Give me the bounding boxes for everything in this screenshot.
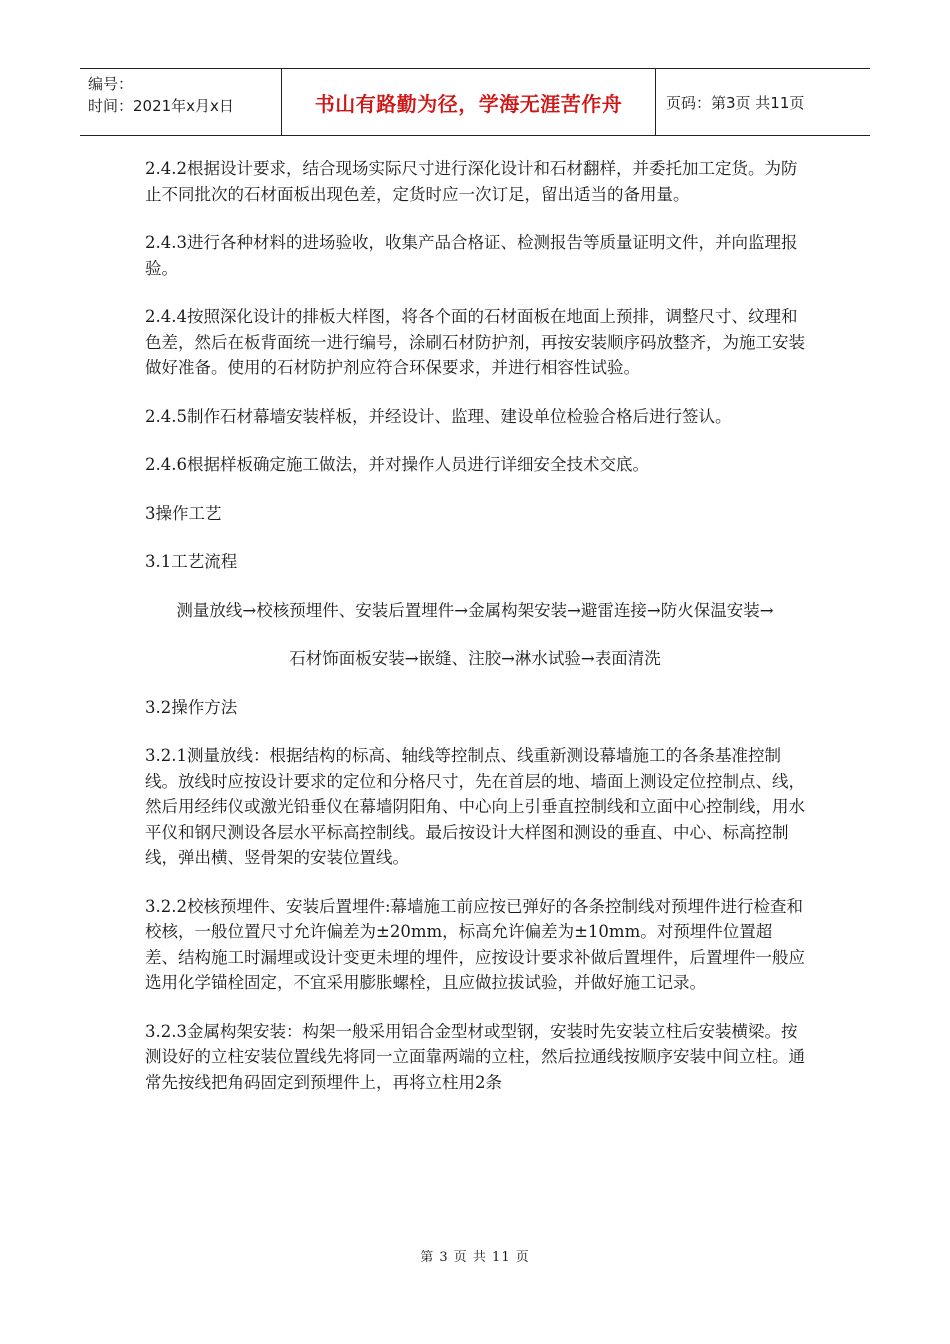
paragraph-2-4-3: 2.4.3进行各种材料的进场验收，收集产品合格证、检测报告等质量证明文件，并向监理报验。: [145, 233, 798, 278]
document-body: [145, 156, 805, 1118]
process-flow-line-2: 石材饰面板安装→嵌缝、注胶→淋水试验→表面清洗: [289, 649, 661, 668]
header-motto: 书山有路勤为径，学海无涯苦作舟: [282, 69, 656, 135]
paragraph-3-2-1: 3.2.1测量放线：根据结构的标高、轴线等控制点、线重新测设幕墙施工的各条基准控制线。放线时应按设计要求的定位和分格尺寸，先在首层的地、墙面上测设定位控制点、线，然后用经纬仪或激光铅垂仪在幕墙阴阳角、中心向上引垂直控制线和立面中心控制线，用水平仪和钢尺测设各层水平标高控制线。最后按设计大样图和测设的垂直、中心、标高控制线，弹出横、竖骨架的安装位置线。: [145, 746, 805, 867]
document-number-label: 编号：: [88, 75, 134, 93]
document-time-label: 时间：2021年x月x日: [88, 97, 234, 115]
section-heading-3-2: 3.2操作方法: [145, 697, 238, 717]
paragraph-2-4-4: 2.4.4按照深化设计的排板大样图，将各个面的石材面板在地面上预排，调整尺寸、纹理和色差，然后在板背面统一进行编号，涂刷石材防护剂，再按安装顺序码放整齐，为施工安装做好准备。使用的石材防护剂应符合环保要求，并进行相容性试验。: [145, 307, 805, 377]
section-heading-3-1: 3.1工艺流程: [145, 552, 238, 571]
paragraph-2-4-2: 2.4.2根据设计要求，结合现场实际尺寸进行深化设计和石材翻样，并委托加工定货。为防止不同批次的石材面板出现色差，定货时应一次订足，留出适当的备用量。: [145, 159, 798, 204]
paragraph-2-4-5: 2.4.5制作石材幕墙安装样板，并经设计、监理、建设单位检验合格后进行签认。: [145, 406, 732, 426]
section-heading-3: 3操作工艺: [145, 503, 222, 523]
header-meta-cell: [80, 69, 282, 135]
page-footer: 第 3 页 共 11 页: [420, 1250, 530, 1265]
paragraph-2-4-6: 2.4.6根据样板确定施工做法，并对操作人员进行详细安全技术交底。: [145, 455, 649, 474]
paragraph-3-2-2: 3.2.2校核预埋件、安装后置埋件:幕墙施工前应按已弹好的各条控制线对预埋件进行检查和校核，一般位置尺寸允许偏差为±20mm，标高允许偏差为±10mm。对预埋件位置超差、结构施工时漏埋或设计变更未埋的埋件，应按设计要求补做后置埋件，后置埋件一般应选用化学锚栓固定，不宜采用膨胀螺栓，且应做拉拔试验，并做好施工记录。: [145, 896, 805, 992]
page-header: [80, 68, 870, 136]
process-flow-line-1: 测量放线→校核预埋件、安装后置埋件→金属构架安装→避雷连接→防火保温安装→: [176, 600, 774, 620]
header-page-info: 页码：第3页 共11页: [666, 93, 805, 112]
paragraph-3-2-3: 3.2.3金属构架安装：构架一般采用铝合金型材或型钢，安装时先安装立柱后安装横梁。按测设好的立柱安装位置线先将同一立面靠两端的立柱，然后拉通线按顺序安装中间立柱。通常先按线把角码固定到预埋件上，再将立柱用2条: [145, 1021, 805, 1092]
